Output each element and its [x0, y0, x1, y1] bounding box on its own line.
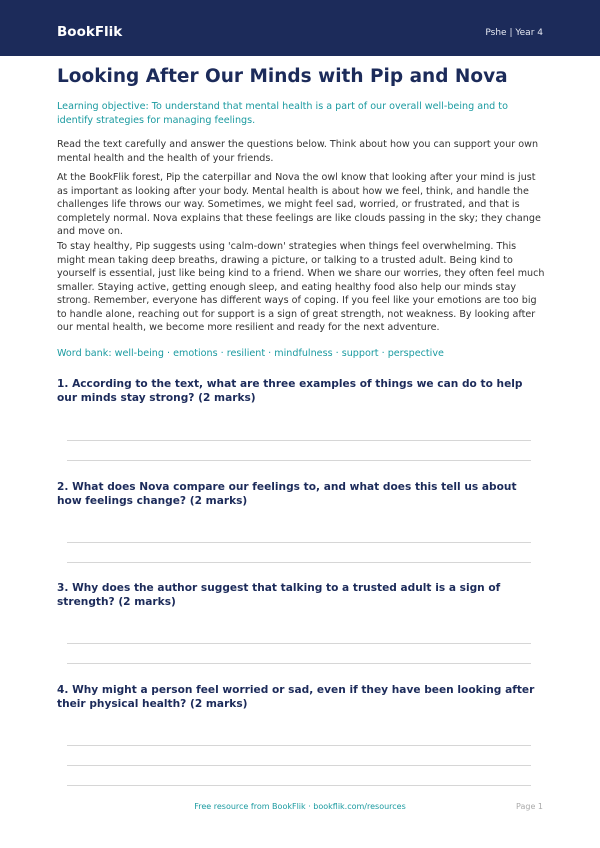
answer-line[interactable]: [67, 765, 531, 766]
page-header: [0, 0, 600, 56]
learning-objective: Learning objective: To understand that mental health is a part of our overall well-being and to identify strategies for managing feelings.: [57, 101, 508, 126]
answer-line[interactable]: [67, 542, 531, 543]
answer-line[interactable]: [67, 562, 531, 563]
question-3: 3. Why does the author suggest that talking to a trusted adult is a sign of strength? (2 marks): [57, 582, 501, 608]
page-title: Looking After Our Minds with Pip and Nova: [57, 66, 508, 87]
brand-logo-text: BookFlik: [57, 24, 123, 40]
instructions: Read the text carefully and answer the questions below. Think about how you can support your own mental health and the health of your friends.: [57, 139, 539, 164]
answer-line[interactable]: [67, 663, 531, 664]
footer-credit: Free resource from BookFlik · bookflik.com/resources: [194, 802, 406, 811]
answer-line[interactable]: [67, 785, 531, 786]
answer-line[interactable]: [67, 745, 531, 746]
word-bank: Word bank: well-being · emotions · resilient · mindfulness · support · perspective: [57, 348, 444, 359]
answer-line[interactable]: [67, 440, 531, 441]
answer-line[interactable]: [67, 643, 531, 644]
story-paragraph-1: At the BookFlik forest, Pip the caterpillar and Nova the owl know that looking after your mind is just as important as looking after your body. Mental health is about how we feel, think, and handle the challenges life throws our way. Sometimes, we might feel sad, worried, or frustrated, and that is completely normal. Nova explains that these feelings are like clouds passing in the sky; they change and move on.: [57, 172, 541, 237]
question-2: 2. What does Nova compare our feelings to, and what does this tell us about how feelings change? (2 marks): [57, 481, 517, 507]
question-1: 1. According to the text, what are three examples of things we can do to help our minds stay strong? (2 marks): [57, 378, 523, 404]
answer-line[interactable]: [67, 460, 531, 461]
page-number: Page 1: [516, 802, 543, 811]
subject-year-label: Pshe | Year 4: [485, 28, 543, 38]
question-4: 4. Why might a person feel worried or sad, even if they have been looking after their physical health? (2 marks): [57, 684, 535, 710]
story-paragraph-2: To stay healthy, Pip suggests using 'calm-down' strategies when things feel overwhelming. This might mean taking deep breaths, drawing a picture, or talking to a trusted adult. Being kind to yourself is essential, just like being kind to a friend. When we share our worries, they often feel much smaller. Staying active, getting enough sleep, and eating healthy food also help our minds stay strong. Remember, everyone has different ways of coping. If you feel like your emotions are too big to handle alone, reaching out for support is a sign of great strength, not weakness. By looking after our mental health, we become more resilient and ready for the next adventure.: [57, 241, 545, 333]
